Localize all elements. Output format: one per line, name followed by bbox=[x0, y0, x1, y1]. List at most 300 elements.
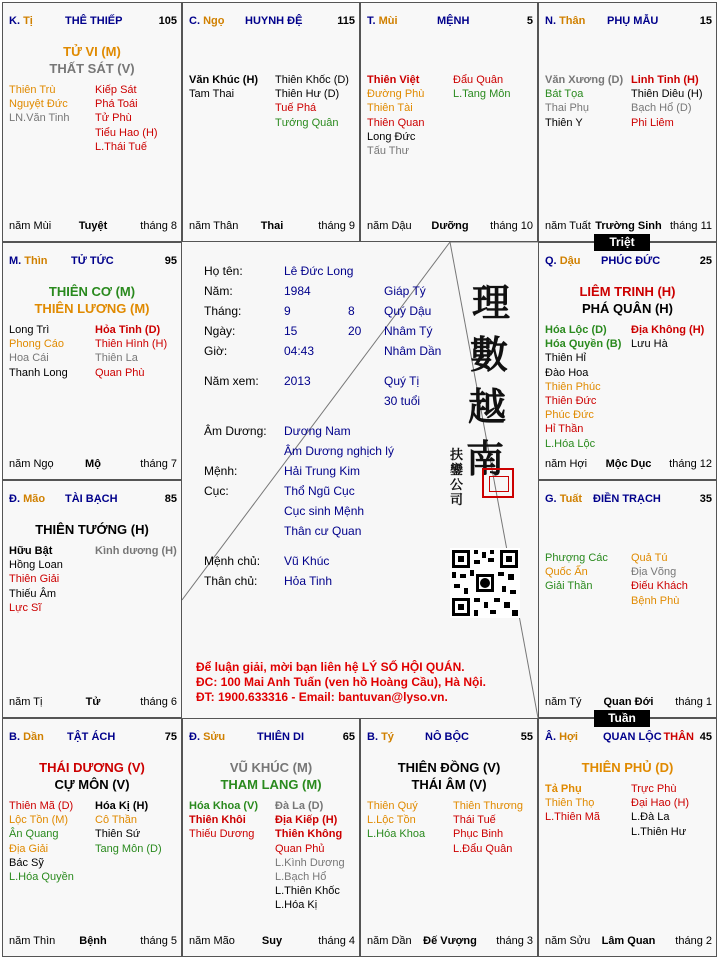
minor-stars-right bbox=[275, 73, 349, 130]
palace-branch-name: Tuất bbox=[559, 493, 583, 505]
palace-month: tháng 7 bbox=[140, 458, 177, 470]
palace-number: 75 bbox=[164, 731, 177, 743]
palace-tyy[interactable] bbox=[360, 718, 538, 957]
minor-star: Hữu Bật bbox=[9, 545, 53, 557]
palace-branch-name: Hợi bbox=[559, 731, 578, 743]
red-seal-icon bbox=[482, 468, 514, 498]
palace-footer bbox=[545, 458, 712, 471]
palace-year: năm Dậu bbox=[367, 220, 412, 232]
minor-star: Tấu Thư bbox=[367, 144, 410, 157]
minor-star: Phúc Đức bbox=[545, 409, 594, 422]
value-cuc2: Cục sinh Mệnh bbox=[284, 504, 365, 518]
palace-number: 15 bbox=[699, 15, 712, 27]
palace-footer bbox=[367, 935, 533, 948]
minor-star: Hồng Loan bbox=[9, 559, 63, 572]
major-star: THIÊN TƯỚNG (H) bbox=[35, 522, 149, 537]
minor-star: Thiên Giải bbox=[9, 573, 60, 586]
palace-branch-name: Mùi bbox=[378, 15, 398, 27]
minor-star: Thiên Hư (D) bbox=[275, 88, 340, 101]
palace-name: NÔ BỘC bbox=[425, 731, 469, 743]
minor-star: L.Thái Tuế bbox=[95, 140, 147, 153]
palace-year: năm Dần bbox=[367, 935, 412, 947]
palace-header bbox=[367, 731, 533, 745]
seal-text: 扶鑾公司 bbox=[450, 448, 464, 508]
palace-header bbox=[545, 255, 712, 269]
minor-star: L.Lộc Tồn bbox=[367, 814, 416, 827]
minor-star: Thiên Trù bbox=[9, 84, 56, 96]
triet-tag: Triệt bbox=[594, 234, 650, 251]
minor-stars-right bbox=[631, 323, 704, 351]
palace-number: 85 bbox=[164, 493, 177, 505]
palace-name: QUAN LỘC bbox=[603, 731, 662, 743]
palace-branch-name: Mão bbox=[23, 493, 46, 505]
palace-can: K. bbox=[9, 15, 20, 27]
minor-star: Long Trì bbox=[9, 324, 50, 336]
minor-star: Kiếp Sát bbox=[95, 84, 137, 96]
palace-month: tháng 5 bbox=[140, 935, 177, 947]
minor-star: Thiên Tài bbox=[367, 102, 413, 115]
minor-stars-right bbox=[95, 799, 162, 856]
value-nam-can: Giáp Tý bbox=[384, 284, 426, 298]
minor-star: Hỏa Tinh (D) bbox=[95, 324, 161, 336]
minor-star: Bát Tọa bbox=[545, 88, 584, 101]
palace-name: TÀI BẠCH bbox=[65, 493, 118, 505]
label-menh: Mệnh: bbox=[204, 464, 238, 478]
minor-star: Lộc Tồn (M) bbox=[9, 814, 69, 827]
palace-month: tháng 11 bbox=[669, 220, 712, 232]
palace-branch-name: Ngọ bbox=[203, 15, 225, 27]
contact-line-1: Để luận giải, mời bạn liên hệ LÝ SỐ HỘI QUÁN. bbox=[196, 660, 465, 674]
palace-month: tháng 1 bbox=[675, 696, 712, 708]
value-thang: 9 bbox=[284, 304, 291, 318]
minor-star: Hoa Cái bbox=[9, 352, 49, 365]
palace-branch bbox=[9, 731, 44, 743]
palace-than[interactable] bbox=[538, 2, 717, 242]
palace-branch bbox=[545, 15, 585, 27]
palace-month: tháng 12 bbox=[669, 458, 712, 470]
palace-can: Q. bbox=[545, 255, 557, 267]
major-star: CỰ MÔN (V) bbox=[54, 777, 130, 792]
palace-number: 5 bbox=[526, 15, 533, 27]
palace-tuat[interactable] bbox=[538, 480, 717, 718]
minor-stars-left bbox=[9, 323, 68, 380]
palace-branch bbox=[189, 15, 224, 27]
palace-can: B. bbox=[9, 731, 20, 743]
palace-header bbox=[545, 731, 712, 745]
minor-stars-right bbox=[95, 83, 158, 154]
minor-star: Đẩu Quân bbox=[453, 74, 504, 86]
palace-year: năm Thân bbox=[189, 220, 239, 232]
palace-stage: Dưỡng bbox=[431, 220, 469, 232]
minor-star: Đà La (D) bbox=[275, 800, 324, 812]
label-menhchu: Mệnh chủ: bbox=[204, 554, 261, 568]
minor-star: Giải Thần bbox=[545, 580, 593, 593]
palace-branch bbox=[545, 255, 580, 267]
palace-header bbox=[367, 15, 533, 29]
value-gio-can: Nhâm Dần bbox=[384, 344, 442, 358]
value-ngay: 15 bbox=[284, 324, 298, 338]
minor-star: Ân Quang bbox=[9, 828, 59, 841]
palace-number: 95 bbox=[164, 255, 177, 267]
palace-year: năm Tuất bbox=[545, 220, 591, 232]
minor-stars-left bbox=[9, 544, 63, 615]
palace-suu[interactable] bbox=[182, 718, 360, 957]
palace-stage: Mộc Dục bbox=[605, 458, 652, 470]
minor-star: L.Tang Môn bbox=[453, 88, 511, 101]
palace-name: HUYNH ĐỆ bbox=[245, 15, 303, 27]
palace-branch bbox=[367, 731, 394, 743]
minor-star: Lực Sĩ bbox=[9, 601, 42, 614]
major-star: THÁI ÂM (V) bbox=[411, 777, 487, 792]
major-star: THIÊN LƯƠNG (M) bbox=[34, 301, 150, 316]
palace-month: tháng 6 bbox=[140, 696, 177, 708]
palace-branch-name: Thân bbox=[559, 15, 586, 27]
value-thanchu: Hỏa Tinh bbox=[284, 574, 333, 588]
palace-branch bbox=[367, 15, 398, 27]
label-thanchu: Thân chủ: bbox=[204, 574, 258, 588]
minor-stars-left bbox=[545, 782, 600, 825]
minor-stars-left bbox=[545, 323, 621, 451]
value-thang-al: 8 bbox=[348, 304, 355, 318]
palace-mui[interactable] bbox=[360, 2, 538, 242]
minor-star: Thiên Hỉ bbox=[545, 352, 586, 365]
major-star: PHÁ QUÂN (H) bbox=[582, 301, 673, 316]
minor-star: Bác Sỹ bbox=[9, 856, 44, 869]
palace-year: năm Thìn bbox=[9, 935, 56, 947]
minor-star: Tuế Phá bbox=[275, 102, 317, 115]
minor-star: Tả Phụ bbox=[545, 783, 582, 795]
palace-branch bbox=[9, 493, 45, 505]
palace-branch bbox=[189, 731, 225, 743]
palace-thin[interactable] bbox=[2, 242, 182, 480]
minor-star: Quan Phủ bbox=[275, 842, 325, 855]
minor-star: Văn Khúc (H) bbox=[189, 74, 259, 86]
palace-header bbox=[189, 15, 355, 29]
minor-stars-right bbox=[453, 73, 510, 101]
palace-header bbox=[9, 493, 177, 507]
palace-can: N. bbox=[545, 15, 556, 27]
minor-star: Quả Tú bbox=[631, 552, 668, 564]
palace-branch-name: Tý bbox=[381, 731, 394, 743]
minor-star: L.Thiên Khốc bbox=[275, 885, 340, 898]
value-menhchu: Vũ Khúc bbox=[284, 554, 330, 568]
palace-stage: Lâm Quan bbox=[601, 935, 656, 947]
palace-number: 25 bbox=[699, 255, 712, 267]
minor-star: Hỉ Thần bbox=[545, 423, 584, 436]
minor-star: Địa Võng bbox=[631, 566, 677, 579]
palace-footer bbox=[189, 935, 355, 948]
tuan-tag: Tuần bbox=[594, 710, 650, 727]
palace-stage: Đế Vượng bbox=[423, 935, 477, 947]
minor-star: Phá Toái bbox=[95, 98, 138, 111]
minor-star: Thiên Quan bbox=[367, 116, 425, 129]
contact-phone-email[interactable]: ĐT: 1900.633316 - Email: bantuvan@lyso.vn. bbox=[196, 690, 448, 704]
minor-star: Thiên Đức bbox=[545, 394, 597, 407]
minor-star: Bệnh Phù bbox=[631, 594, 680, 607]
minor-star: Thiên Không bbox=[275, 828, 343, 841]
minor-star: L.Thiên Hư bbox=[631, 825, 687, 838]
minor-star: Hóa Kị (H) bbox=[95, 800, 149, 812]
major-star: THẤT SÁT (V) bbox=[49, 61, 135, 76]
minor-star: Hóa Khoa (V) bbox=[189, 800, 259, 812]
palace-header bbox=[545, 15, 712, 29]
minor-star: Cô Thần bbox=[95, 814, 137, 827]
minor-star: Phong Cáo bbox=[9, 338, 65, 351]
palace-header bbox=[545, 493, 712, 507]
value-nam: 1984 bbox=[284, 284, 311, 298]
palace-month: tháng 9 bbox=[318, 220, 355, 232]
than-marker: THÂN bbox=[663, 731, 694, 743]
minor-star: L.Đẩu Quân bbox=[453, 842, 513, 855]
minor-star: Đào Hoa bbox=[545, 366, 589, 379]
palace-number: 35 bbox=[699, 493, 712, 505]
palace-dau[interactable] bbox=[538, 242, 717, 480]
minor-star: Quốc Ấn bbox=[545, 566, 588, 579]
value-amduong1: Dương Nam bbox=[284, 424, 351, 438]
calligraphy-char-4: 南 bbox=[466, 436, 505, 481]
palace-footer bbox=[9, 935, 177, 948]
minor-stars-right bbox=[631, 782, 689, 839]
palace-can: C. bbox=[189, 15, 200, 27]
palace-mao[interactable] bbox=[2, 480, 182, 718]
minor-stars-right bbox=[275, 799, 345, 913]
value-amduong2: Âm Dương nghịch lý bbox=[284, 444, 394, 458]
palace-footer bbox=[545, 935, 712, 948]
palace-footer bbox=[9, 458, 177, 471]
minor-star: Điếu Khách bbox=[631, 580, 688, 593]
minor-star: Địa Kiếp (H) bbox=[275, 814, 338, 827]
minor-star: Tam Thai bbox=[189, 88, 235, 101]
contact-block bbox=[196, 660, 486, 705]
palace-ty[interactable] bbox=[2, 2, 182, 242]
major-star: TỬ VI (M) bbox=[63, 44, 121, 59]
value-thang-can: Quý Dậu bbox=[384, 304, 432, 318]
minor-star: Thiên Thương bbox=[453, 800, 524, 812]
palace-can: Đ. bbox=[9, 493, 20, 505]
label-gio: Giờ: bbox=[204, 344, 228, 358]
palace-name: THÊ THIẾP bbox=[65, 15, 123, 27]
label-thang: Tháng: bbox=[204, 304, 242, 318]
palace-branch-name: Dần bbox=[23, 731, 44, 743]
minor-star: Linh Tinh (H) bbox=[631, 74, 699, 86]
palace-can: T. bbox=[367, 15, 376, 27]
palace-number: 55 bbox=[520, 731, 533, 743]
minor-star: Địa Giải bbox=[9, 842, 49, 855]
qr-code-icon bbox=[450, 548, 520, 618]
minor-star: Trực Phù bbox=[631, 783, 677, 795]
minor-star: Hóa Lộc (D) bbox=[545, 324, 607, 336]
value-ngay-can: Nhâm Tý bbox=[384, 324, 433, 338]
minor-star: Thanh Long bbox=[9, 366, 68, 379]
value-namxem: 2013 bbox=[284, 374, 311, 388]
calligraphy-char-1: 理 bbox=[472, 280, 511, 325]
minor-star: Thiên Khôi bbox=[189, 814, 246, 827]
minor-stars-left bbox=[545, 551, 608, 594]
major-star: THIÊN PHỦ (D) bbox=[581, 760, 674, 775]
palace-header bbox=[9, 15, 177, 29]
minor-star: Địa Không (H) bbox=[631, 324, 705, 336]
palace-footer bbox=[545, 696, 712, 709]
minor-star: Thiên Quý bbox=[367, 800, 418, 812]
minor-star: Thiên Phúc bbox=[545, 380, 601, 393]
palace-year: năm Mão bbox=[189, 935, 235, 947]
palace-year: năm Mùi bbox=[9, 220, 52, 232]
palace-can: G. bbox=[545, 493, 557, 505]
minor-star: Văn Xương (D) bbox=[545, 74, 624, 86]
palace-name: PHÚC ĐỨC bbox=[601, 255, 661, 267]
palace-stage: Trường Sinh bbox=[595, 220, 662, 232]
palace-branch-name: Thìn bbox=[24, 255, 48, 267]
palace-name: TỬ TỨC bbox=[71, 255, 114, 267]
major-star: THÁI DƯƠNG (V) bbox=[39, 760, 145, 775]
palace-number: 45 bbox=[699, 731, 712, 743]
minor-star: L.Thiên Mã bbox=[545, 811, 601, 824]
value-cuc3: Thân cư Quan bbox=[284, 524, 362, 538]
value-namxem-can: Quý Tị bbox=[384, 374, 420, 388]
label-nam: Năm: bbox=[204, 284, 233, 298]
palace-branch bbox=[545, 731, 578, 743]
minor-star: Tiểu Hao (H) bbox=[95, 126, 158, 139]
major-star: THIÊN CƠ (M) bbox=[48, 284, 136, 299]
minor-stars-left bbox=[545, 73, 623, 130]
palace-number: 105 bbox=[158, 15, 177, 27]
label-ngay: Ngày: bbox=[204, 324, 236, 338]
value-hoten: Lê Đức Long bbox=[284, 264, 354, 278]
palace-branch bbox=[9, 255, 48, 267]
minor-star: Nguyệt Đức bbox=[9, 98, 68, 111]
minor-star: Long Đức bbox=[367, 130, 416, 143]
minor-stars-left bbox=[367, 73, 424, 158]
contact-address: ĐC: 100 Mai Anh Tuấn (ven hồ Hoàng Cầu), Hà Nội. bbox=[196, 675, 487, 689]
center-info bbox=[182, 242, 538, 718]
minor-stars-left bbox=[9, 799, 74, 884]
palace-hoi[interactable] bbox=[538, 718, 717, 957]
minor-star: L.Đà La bbox=[631, 811, 670, 824]
minor-star: L.Hóa Lộc bbox=[545, 437, 596, 450]
minor-star: LN.Văn Tinh bbox=[9, 112, 70, 125]
minor-star: Kình dương (H) bbox=[95, 545, 177, 557]
palace-footer bbox=[189, 220, 355, 233]
minor-star: Tang Môn (D) bbox=[95, 842, 162, 855]
palace-month: tháng 4 bbox=[318, 935, 355, 947]
palace-stage: Bệnh bbox=[79, 935, 107, 947]
calligraphy-char-2: 數 bbox=[470, 332, 509, 377]
minor-star: Thiếu Âm bbox=[9, 587, 57, 600]
minor-stars-right bbox=[631, 73, 703, 130]
minor-star: L.Bạch Hổ bbox=[275, 870, 327, 883]
palace-branch bbox=[545, 493, 582, 505]
palace-branch-name: Dậu bbox=[559, 255, 581, 267]
minor-star: Quan Phù bbox=[95, 366, 145, 379]
value-cuc1: Thổ Ngũ Cục bbox=[284, 484, 355, 498]
label-cuc: Cục: bbox=[204, 484, 229, 498]
palace-stage: Tuyệt bbox=[78, 220, 108, 232]
minor-star: Thiên Y bbox=[545, 116, 583, 129]
minor-star: Thái Tuế bbox=[453, 814, 496, 827]
palace-stage: Thai bbox=[260, 220, 284, 232]
palace-can: Â. bbox=[545, 731, 556, 743]
palace-name: PHỤ MẪU bbox=[607, 15, 659, 27]
palace-stage: Mộ bbox=[85, 458, 101, 470]
palace-footer bbox=[9, 696, 177, 709]
palace-year: năm Sửu bbox=[545, 935, 591, 947]
palace-header bbox=[9, 731, 177, 745]
major-star: THAM LANG (M) bbox=[220, 777, 322, 792]
minor-stars-left bbox=[9, 83, 70, 126]
major-star: VŨ KHÚC (M) bbox=[229, 760, 313, 775]
minor-star: Phi Liêm bbox=[631, 116, 674, 129]
minor-star: Đường Phù bbox=[367, 88, 425, 101]
palace-footer bbox=[545, 220, 712, 233]
palace-footer bbox=[367, 220, 533, 233]
minor-star: Thiên Việt bbox=[367, 74, 420, 86]
label-hoten: Họ tên: bbox=[204, 264, 243, 278]
palace-ngo[interactable] bbox=[182, 2, 360, 242]
minor-star: Phục Binh bbox=[453, 828, 504, 841]
major-star: LIÊM TRINH (H) bbox=[579, 284, 676, 299]
value-gio: 04:43 bbox=[284, 344, 315, 358]
palace-month: tháng 10 bbox=[490, 220, 533, 232]
minor-stars-right bbox=[631, 551, 688, 608]
minor-stars-right bbox=[95, 544, 177, 558]
minor-star: L.Hóa Kị bbox=[275, 899, 318, 912]
major-star: THIÊN ĐỒNG (V) bbox=[397, 760, 501, 775]
value-menh: Hải Trung Kim bbox=[284, 464, 361, 478]
minor-star: Tử Phù bbox=[95, 112, 132, 125]
palace-dan[interactable] bbox=[2, 718, 182, 957]
palace-name: MỆNH bbox=[437, 15, 470, 27]
minor-star: Thiên Thọ bbox=[545, 797, 595, 810]
minor-star: Tướng Quân bbox=[275, 116, 339, 129]
palace-year: năm Tị bbox=[9, 696, 43, 708]
minor-star: Thiếu Dương bbox=[189, 828, 255, 841]
minor-stars-left bbox=[189, 73, 258, 101]
palace-name: THIÊN DI bbox=[257, 731, 305, 743]
minor-stars-left bbox=[367, 799, 425, 842]
minor-star: Thiên Hình (H) bbox=[95, 338, 168, 351]
palace-month: tháng 2 bbox=[675, 935, 712, 947]
calligraphy-char-3: 越 bbox=[468, 384, 507, 429]
value-ngay-al: 20 bbox=[348, 324, 362, 338]
palace-number: 65 bbox=[342, 731, 355, 743]
palace-header bbox=[189, 731, 355, 745]
minor-star: Hóa Quyền (B) bbox=[545, 338, 622, 351]
palace-can: Đ. bbox=[189, 731, 200, 743]
palace-year: năm Ngọ bbox=[9, 458, 54, 470]
palace-can: M. bbox=[9, 255, 22, 267]
minor-star: Thiên Sứ bbox=[95, 828, 141, 841]
minor-star: Bạch Hổ (D) bbox=[631, 102, 692, 115]
minor-stars-right bbox=[453, 799, 523, 856]
palace-number: 115 bbox=[337, 15, 355, 27]
palace-can: B. bbox=[367, 731, 378, 743]
minor-star: Thai Phụ bbox=[545, 102, 590, 115]
minor-star: Thiên Diêu (H) bbox=[631, 88, 703, 101]
palace-stage: Suy bbox=[261, 935, 283, 947]
label-amduong: Âm Dương: bbox=[204, 424, 267, 438]
palace-footer bbox=[9, 220, 177, 233]
palace-name: ĐIỀN TRẠCH bbox=[593, 493, 661, 505]
palace-year: năm Tý bbox=[545, 696, 582, 708]
value-tuoi: 30 tuổi bbox=[384, 394, 421, 408]
palace-stage: Tử bbox=[85, 696, 101, 708]
minor-star: Thiên Khốc (D) bbox=[275, 74, 349, 86]
palace-month: tháng 3 bbox=[496, 935, 533, 947]
palace-branch bbox=[9, 15, 33, 27]
minor-star: Đại Hao (H) bbox=[631, 797, 690, 810]
palace-stage: Quan Đới bbox=[603, 696, 654, 708]
label-namxem: Năm xem: bbox=[204, 374, 259, 388]
